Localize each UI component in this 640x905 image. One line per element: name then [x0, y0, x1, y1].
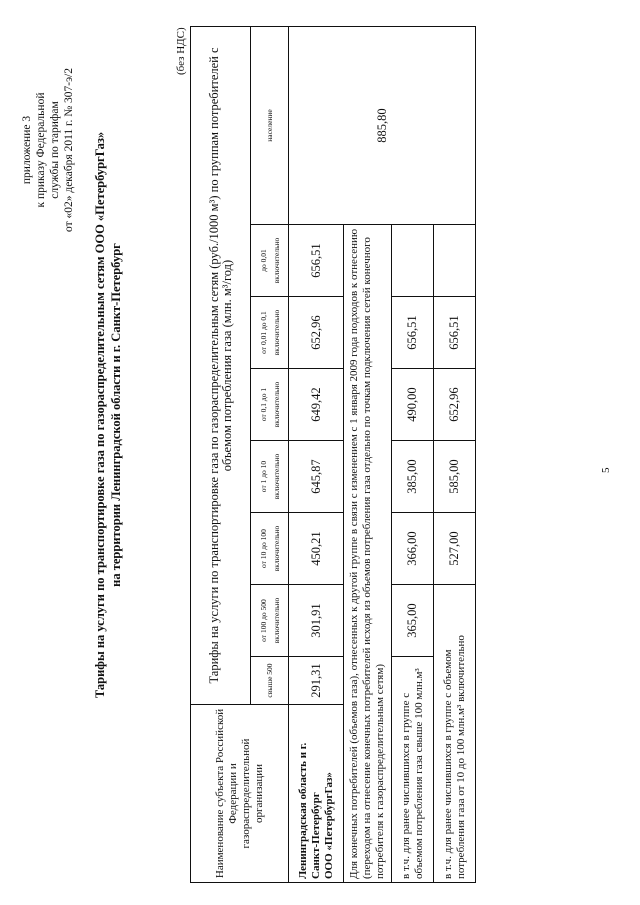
group-header: от 1 до 10 включительно — [251, 441, 289, 513]
special-consumers-note: Для конечных потребителей (объемов газа), отнесенных к другой группе в связи с изменением с 1 января 2009 года подходов к отнесению (переходом на отнесение конечных потребителей исходя из объемов потребления газа отдельно по точкам подключения сетей конечного потребителя к газораспределительным сетям) — [344, 225, 392, 883]
appendix-line-1: приложение 3 — [21, 115, 33, 185]
group-header: от 100 до 500 включительно — [251, 585, 289, 657]
population-tariff-value: 885,80 — [289, 27, 476, 225]
sub-row-label: в т.ч. для ранее числившихся в группе с объемом потребления газа свыше 100 млн.м³ — [392, 657, 434, 883]
tariff-value: 490,00 — [392, 369, 434, 441]
table-row-organization — [289, 27, 344, 883]
group-header: от 0,01 до 0,1 включительно — [251, 297, 289, 369]
page-number: 5 — [600, 467, 612, 473]
tariff-value: 652,96 — [434, 369, 476, 441]
tariff-value: 366,00 — [392, 513, 434, 585]
group-header-population: население — [251, 27, 289, 225]
appendix-line-2: к приказу Федеральной — [35, 92, 47, 208]
tariff-value: 527,00 — [434, 513, 476, 585]
tariff-value: 656,51 — [434, 297, 476, 369]
tariff-value: 291,31 — [289, 657, 344, 705]
group-header: от 0,1 до 1 включительно — [251, 369, 289, 441]
appendix-header — [20, 35, 76, 265]
appendix-line-4: от «02» декабря 2011 г. № 307-э/2 — [63, 67, 75, 233]
vat-note: (без НДС) — [175, 27, 187, 75]
region-name: Ленинградская область и г. Санкт-Петербург — [296, 742, 322, 879]
group-header: до 0,01 включительно — [251, 225, 289, 297]
group-header: от 10 до 100 включительно — [251, 513, 289, 585]
tariff-value: 585,00 — [434, 441, 476, 513]
tariff-value: 450,21 — [289, 513, 344, 585]
tariff-value: 301,91 — [289, 585, 344, 657]
tariff-value: 365,00 — [392, 585, 434, 657]
tariff-value: 645,87 — [289, 441, 344, 513]
appendix-line-3: службы по тарифам — [49, 101, 61, 199]
sub-row-label: в т.ч. для ранее числившихся в группе с объемом потребления газа от 10 до 100 млн.м³ включительно — [434, 585, 476, 883]
tariff-table — [190, 26, 476, 883]
tariff-value: 656,51 — [289, 225, 344, 297]
tariff-column-header: Тарифы на услуги по транспортировке газа по газораспределительным сетям (руб./1000 м³) по группам потребителей с объемом потребления газа (млн. м³/год) — [191, 27, 251, 705]
tariff-value: 385,00 — [392, 441, 434, 513]
title-line-2: на территории Ленинградской области и г. Санкт-Петербург — [109, 243, 123, 587]
document-title — [92, 125, 124, 705]
table-header-row — [191, 27, 251, 883]
empty-cell — [392, 225, 434, 297]
tariff-value: 656,51 — [392, 297, 434, 369]
entity-column-header: Наименование субъекта Российской Федерации и газораспределительной организации — [191, 705, 289, 883]
tariff-value: 649,42 — [289, 369, 344, 441]
tariff-value: 652,96 — [289, 297, 344, 369]
group-header: свыше 500 — [251, 657, 289, 705]
organization-cell — [289, 705, 344, 883]
organization-name: ООО «ПетербургГаз» — [322, 772, 335, 879]
empty-cell — [434, 225, 476, 297]
title-line-1: Тарифы на услуги по транспортировке газа по газораспределительным сетям ООО «ПетербургГаз» — [93, 131, 107, 699]
